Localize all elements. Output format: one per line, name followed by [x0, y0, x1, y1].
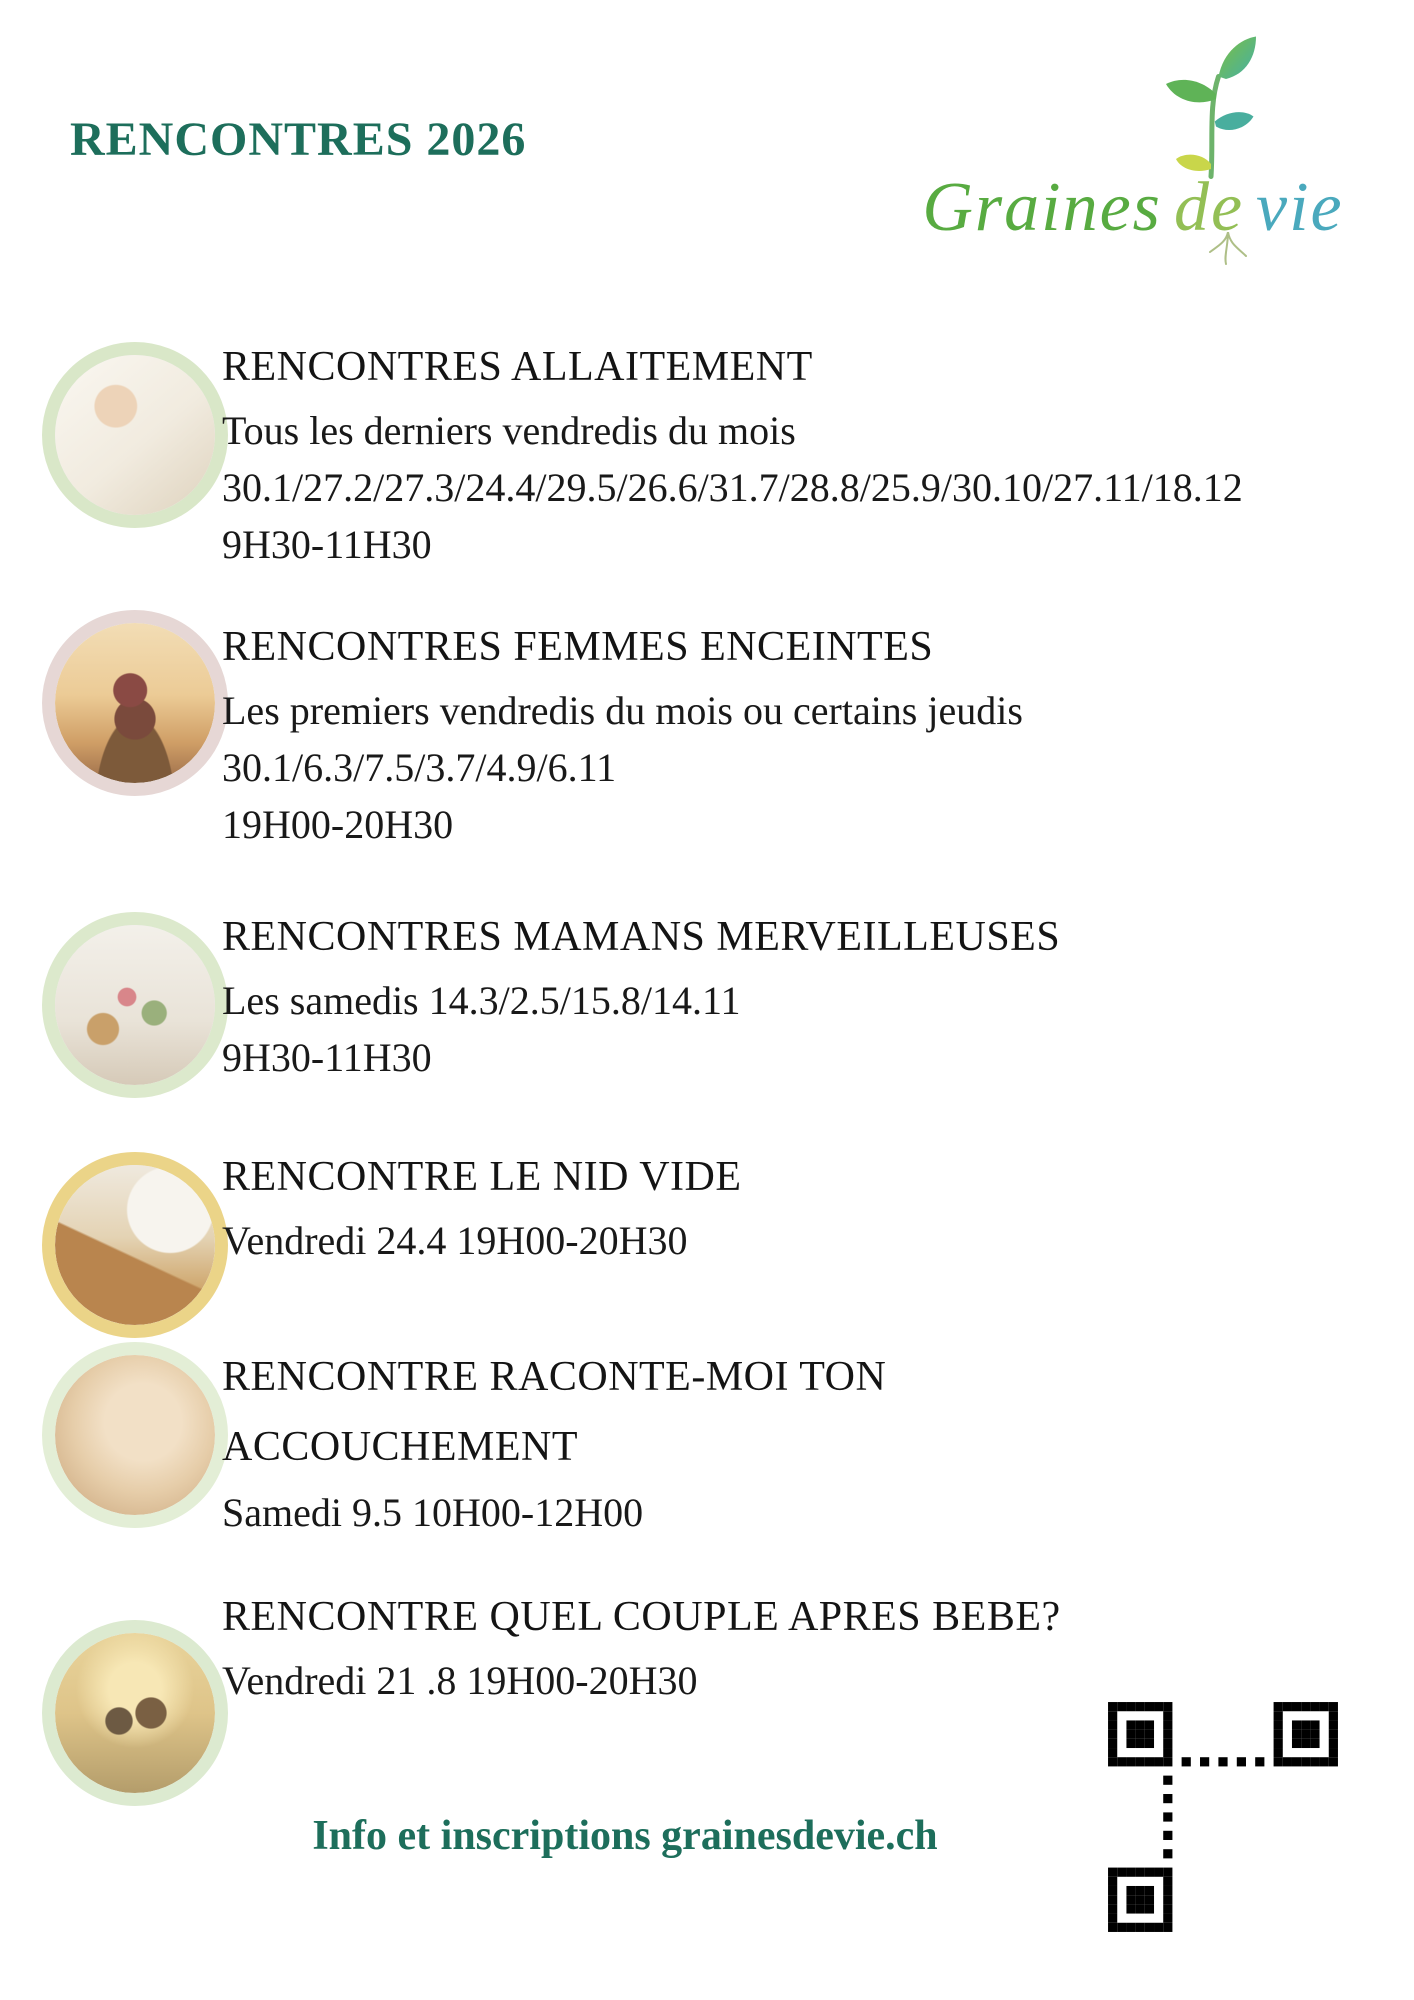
- event-detail-line: Samedi 9.5 10H00-12H00: [222, 1490, 644, 1535]
- photo-ring: [42, 912, 228, 1098]
- event-title: RENCONTRE LE NID VIDE: [222, 1154, 742, 1200]
- logo-word: vie: [1256, 169, 1344, 246]
- event-content: [222, 1592, 1362, 1709]
- logo-word: de: [1173, 169, 1245, 246]
- event-content: [222, 912, 1362, 1086]
- event-photo-circle: [42, 912, 228, 1098]
- page-title: RENCONTRES 2026: [70, 113, 527, 166]
- event-lines: [222, 682, 1362, 853]
- photo-ring: [42, 610, 228, 796]
- event-photo-circle: [42, 342, 228, 528]
- mothers-group-photo: [55, 925, 215, 1085]
- pregnant-woman-sunset-photo: [55, 623, 215, 783]
- photo-ring: [42, 1620, 228, 1806]
- photo-ring: [42, 342, 228, 528]
- event-photo-circle: [42, 610, 228, 796]
- event-lines: [222, 1484, 1362, 1541]
- newborn-sleeping-photo: [55, 1355, 215, 1515]
- event-detail-line: 30.1/6.3/7.5/3.7/4.9/6.11: [222, 745, 617, 790]
- event-detail-line: Vendredi 24.4 19H00-20H30: [222, 1218, 688, 1263]
- event-content: [222, 1342, 1362, 1541]
- event-content: [222, 342, 1362, 573]
- event-detail-line: 9H30-11H30: [222, 522, 432, 567]
- event-title: RENCONTRES FEMMES ENCEINTES: [222, 624, 934, 670]
- event-lines: [222, 402, 1362, 573]
- photo-ring: [42, 1342, 228, 1528]
- footer-contact-text: Info et inscriptions grainesdevie.ch: [312, 1813, 938, 1859]
- event-title: RENCONTRES ALLAITEMENT: [222, 344, 813, 390]
- qr-code: [1106, 1700, 1340, 1934]
- event-photo-circle: [42, 1152, 228, 1338]
- event-title: RENCONTRE RACONTE-MOI TON ACCOUCHEMENT: [222, 1354, 887, 1470]
- logo-wordmark: [888, 158, 1378, 258]
- photo-ring: [42, 1152, 228, 1338]
- event-photo-circle: [42, 1620, 228, 1806]
- event-photo-circle: [42, 1342, 228, 1528]
- event-detail-line: 30.1/27.2/27.3/24.4/29.5/26.6/31.7/28.8/25.9/30.10/27.11/18.12: [222, 465, 1243, 510]
- couple-with-baby-photo: [55, 1633, 215, 1793]
- event-detail-line: Vendredi 21 .8 19H00-20H30: [222, 1658, 698, 1703]
- event-title: RENCONTRES MAMANS MERVEILLEUSES: [222, 914, 1061, 960]
- event-detail-line: 9H30-11H30: [222, 1035, 432, 1080]
- event-detail-line: Les premiers vendredis du mois ou certains jeudis: [222, 688, 1023, 733]
- event-detail-line: 19H00-20H30: [222, 802, 454, 847]
- event-content: [222, 1152, 1362, 1269]
- event-lines: [222, 1212, 1362, 1269]
- event-detail-line: Tous les derniers vendredis du mois: [222, 408, 796, 453]
- event-detail-line: Les samedis 14.3/2.5/15.8/14.11: [222, 978, 741, 1023]
- moving-boxes-photo: [55, 1165, 215, 1325]
- event-content: [222, 622, 1362, 853]
- graines-de-vie-logo: [888, 28, 1378, 268]
- roots-icon: [1188, 232, 1268, 266]
- event-lines: [222, 972, 1362, 1086]
- sleeping-baby-photo: [55, 355, 215, 515]
- logo-word: Graines: [922, 169, 1162, 246]
- event-title: RENCONTRE QUEL COUPLE APRES BEBE?: [222, 1594, 1061, 1640]
